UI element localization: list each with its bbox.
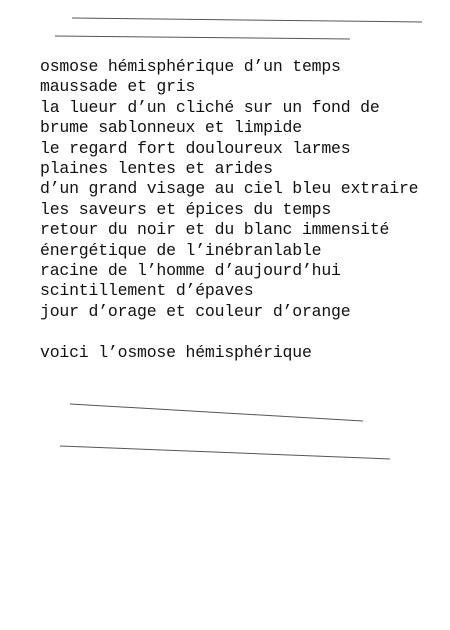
poem-line: retour du noir et du blanc immensité xyxy=(40,220,390,240)
poem-line: d’un grand visage au ciel bleu extraire xyxy=(40,179,419,199)
poem-line: la lueur d’un cliché sur un fond de xyxy=(40,97,380,117)
bottom-rule-2 xyxy=(60,446,390,459)
poem-line: les saveurs et épices du temps xyxy=(40,199,332,219)
top-rule-1 xyxy=(72,18,422,22)
poem-line: plaines lentes et arides xyxy=(40,159,273,179)
poem-line: maussade et gris xyxy=(40,77,196,97)
poem-line: racine de l’homme d’aujourd’hui xyxy=(40,261,341,281)
poem-line: osmose hémisphérique d’un temps xyxy=(40,57,341,76)
poem-line: le regard fort douloureux larmes xyxy=(40,138,351,158)
poem-line: scintillement d’épaves xyxy=(40,281,254,301)
poem-stanza xyxy=(40,57,440,322)
poem-line: brume sablonneux et limpide xyxy=(40,118,302,138)
bottom-rule-1 xyxy=(70,404,363,421)
poem-line: énergétique de l’inébranlable xyxy=(40,240,322,260)
top-rule-2 xyxy=(55,36,350,39)
poem-refrain: voici l’osmose hémisphérique xyxy=(40,343,312,362)
poem-line: jour d’orage et couleur d’orange xyxy=(40,301,351,321)
